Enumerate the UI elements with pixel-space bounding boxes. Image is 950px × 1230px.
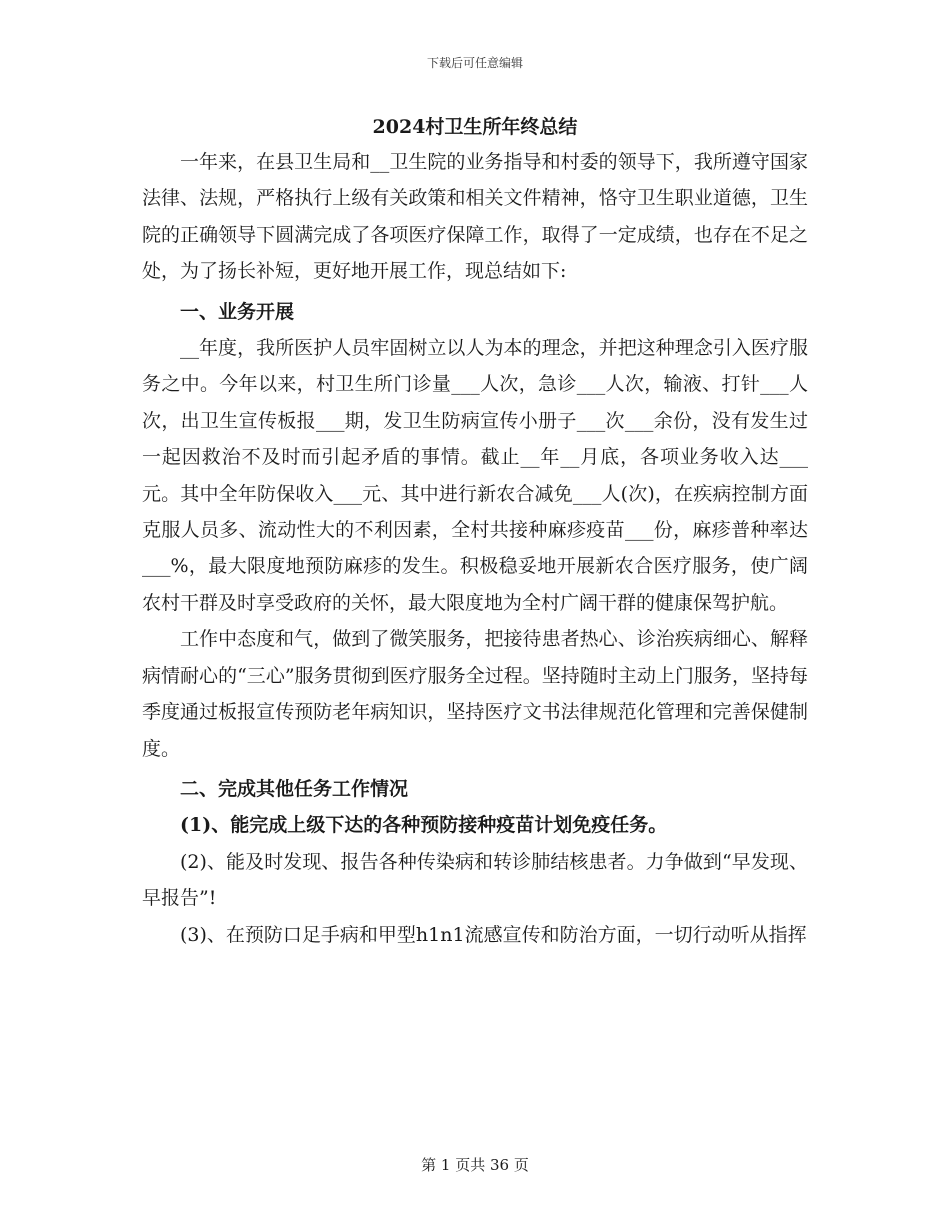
task-item-2: (2)、能及时发现、报告各种传染病和转诊肺结核患者。力争做到“早发现、早报告”!: [142, 850, 808, 910]
page-number: 第 1 页共 36 页: [421, 1156, 529, 1174]
section-heading-business: 一、业务开展: [180, 300, 295, 323]
document-title: 2024村卫生所年终总结: [372, 116, 578, 138]
section-heading-other-tasks: 二、完成其他任务工作情况: [180, 777, 409, 800]
business-paragraph-2: 工作中态度和气，做到了微笑服务，把接待患者热心、诊治疾病细心、解释病情耐心的“三心”服务贯彻到医疗服务全过程。坚持随时主动上门服务，坚持每季度通过板报宣传预防老年病知识，坚持医疗文书法律规范化管理和完善保健制度。: [142, 628, 808, 760]
task-item-1: (1)、能完成上级下达的各种预防接种疫苗计划免疫任务。: [180, 814, 668, 837]
business-paragraph-1: __年度，我所医护人员牢固树立以人为本的理念，并把这种理念引入医疗服务之中。今年以来，村卫生所门诊量___人次，急诊___人次，输液、打针___人次，出卫生宣传板报___期，发卫生防病宣传小册子___次___余份，没有发生过一起因救治不及时而引起矛盾的事情。截止__年__月底，各项业务收入达___元。其中全年防保收入___元、其中进行新农合减免___人(次)，在疾病控制方面克服人员多、流动性大的不利因素，全村共接种麻疹疫苗___份，麻疹普种率达___%，最大限度地预防麻疹的发生。积极稳妥地开展新农合医疗服务，使广阔农村干群及时享受政府的关怀，最大限度地为全村广阔干群的健康保驾护航。: [142, 337, 808, 614]
document-body: [142, 110, 808, 953]
task-item-3: (3)、在预防口足手病和甲型h1n1流感宣传和防治方面，一切行动听从指挥: [180, 923, 807, 946]
header-note: 下载后可任意编辑: [426, 56, 523, 70]
intro-paragraph: 一年来，在县卫生局和__卫生院的业务指导和村委的领导下，我所遵守国家法律、法规，严格执行上级有关政策和相关文件精神，恪守卫生职业道德，卫生院的正确领导下圆满完成了各项医疗保障工作，取得了一定成绩，也存在不足之处，为了扬长补短，更好地开展工作，现总结如下:: [142, 151, 808, 283]
